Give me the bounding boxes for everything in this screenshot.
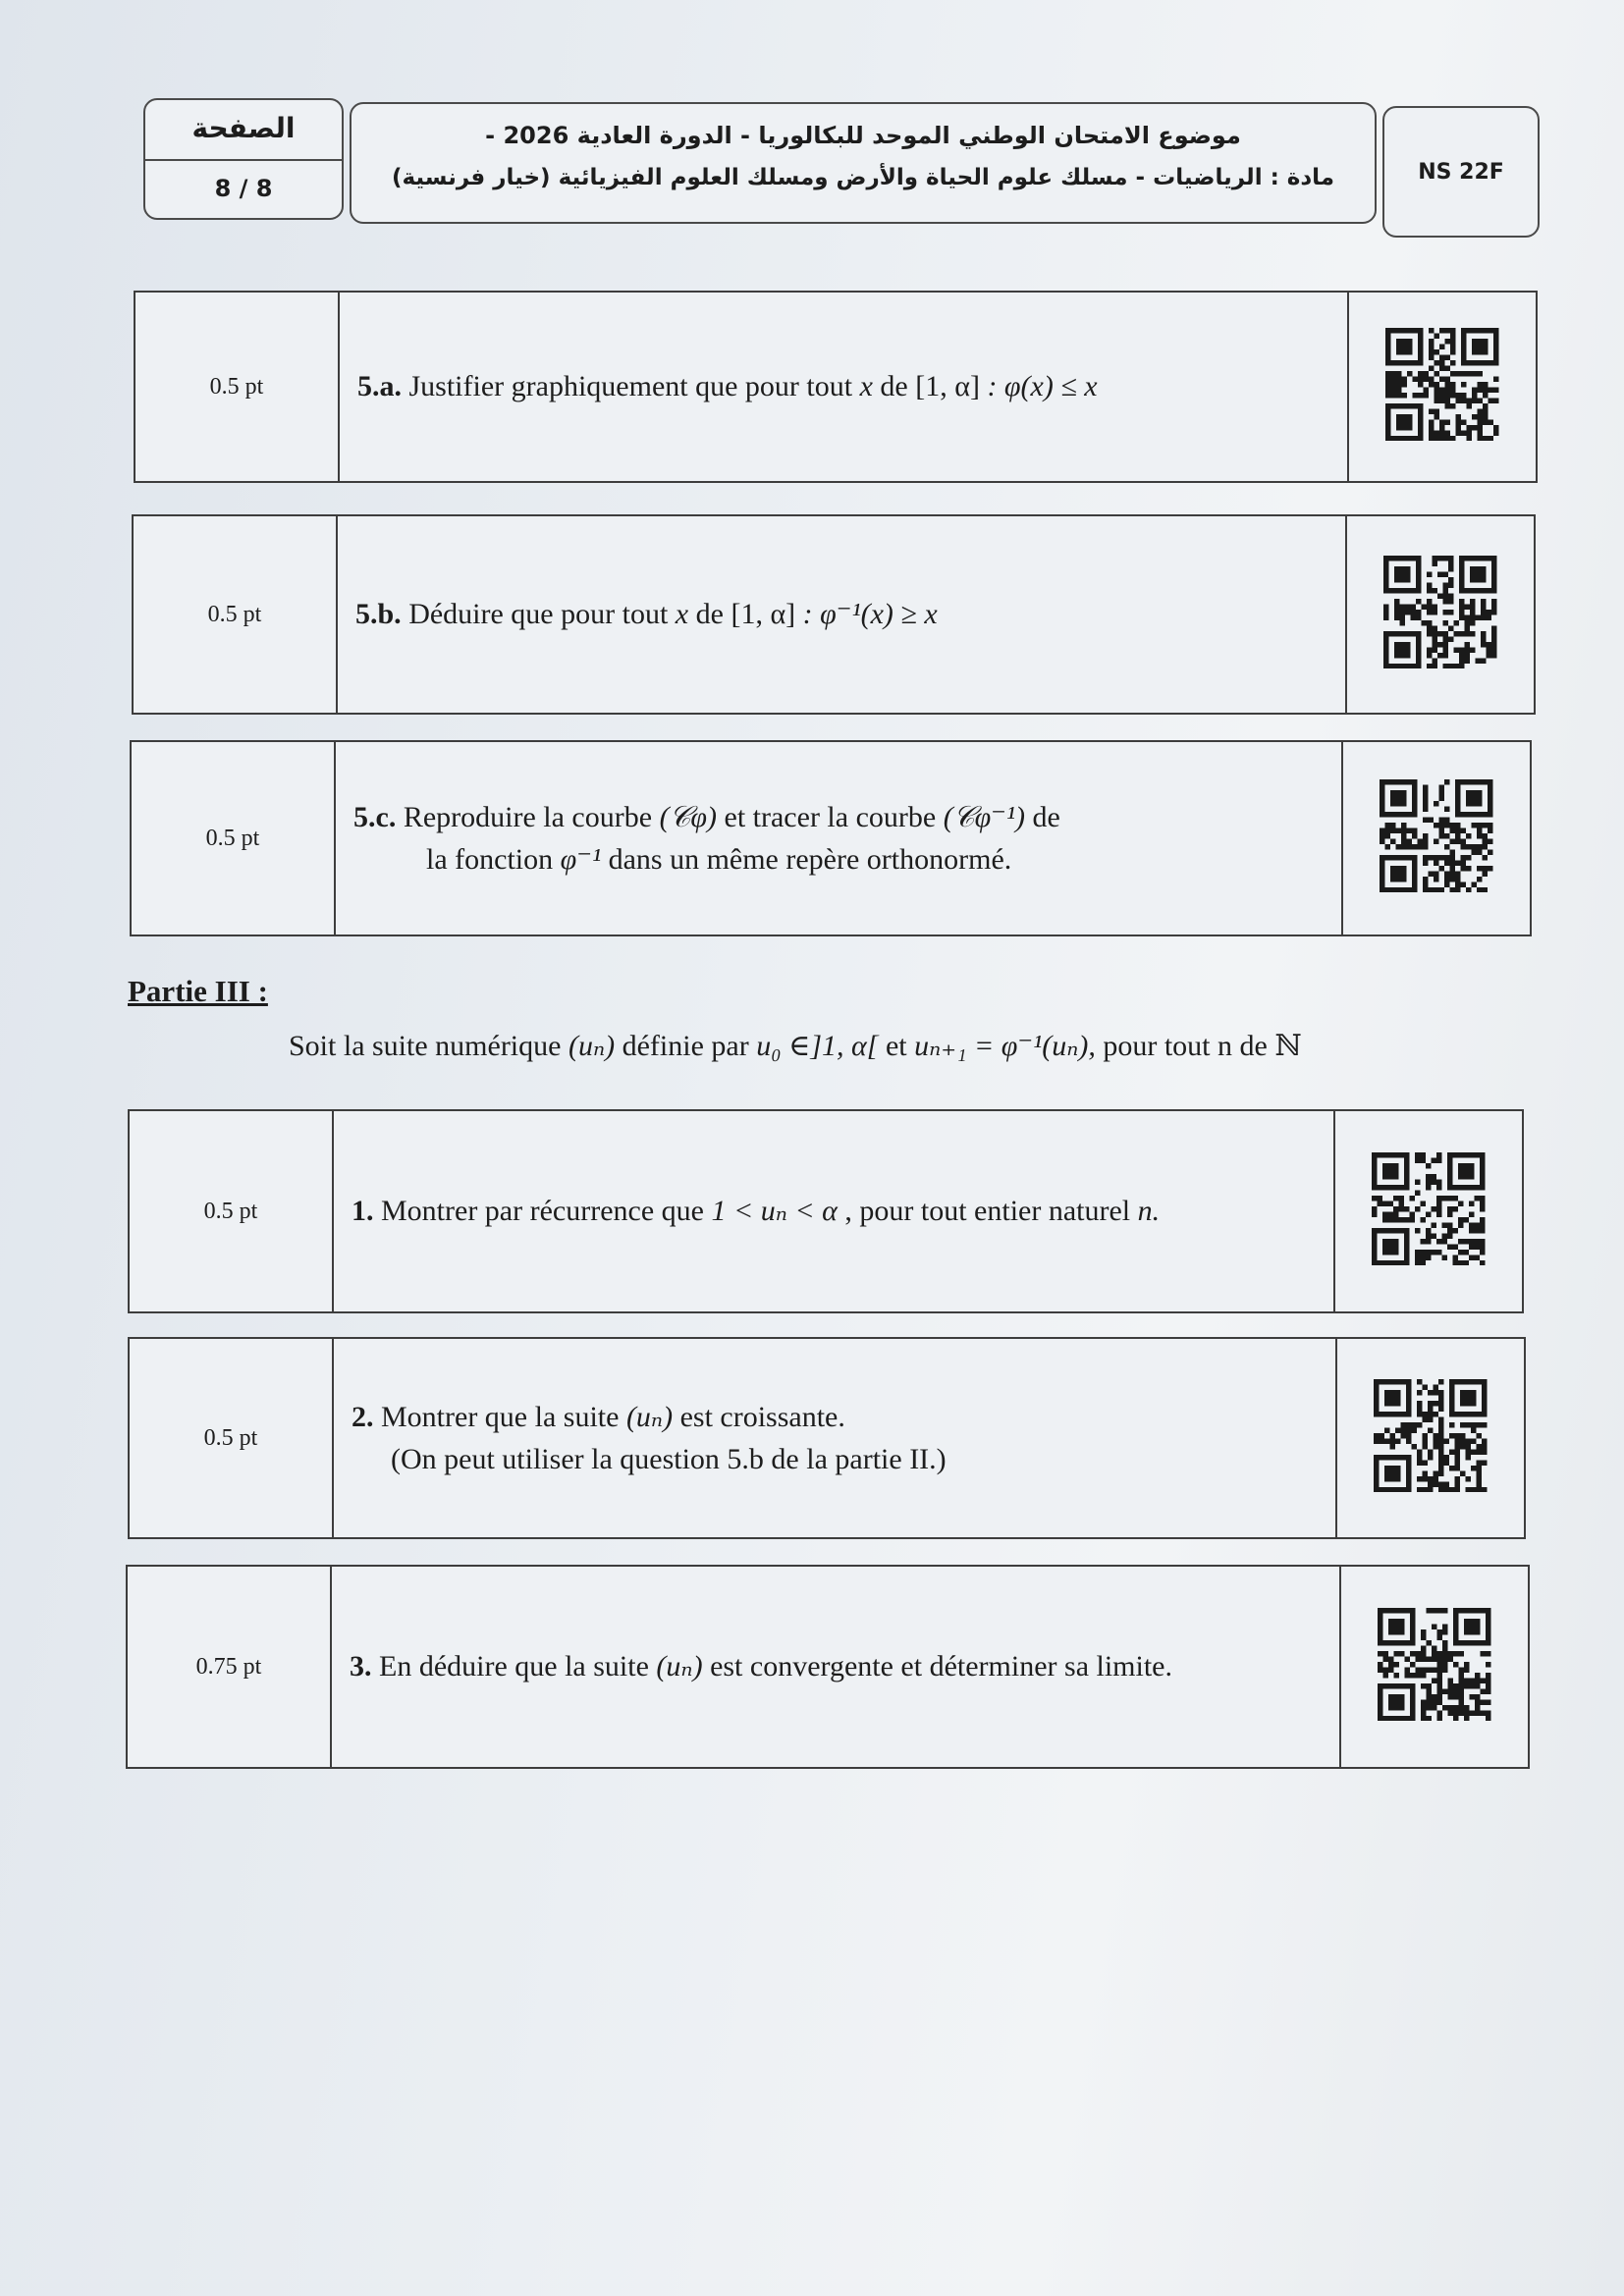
intro-text-b: définie par: [622, 1030, 749, 1062]
question-row-5c: [130, 740, 1532, 936]
math-initial-condition: u₀ ∈]1, α[: [756, 1030, 879, 1062]
math-phi-inverse: φ⁻¹: [560, 843, 602, 876]
qr-code-icon: [1380, 779, 1493, 898]
question-line2b: dans un même repère orthonormé.: [608, 843, 1012, 876]
qr-code-cell: [1341, 742, 1530, 934]
question-number: 1.: [352, 1195, 374, 1228]
qr-code-cell: [1345, 516, 1534, 713]
question-line2: la fonction: [426, 843, 554, 876]
qr-code-icon: [1374, 1379, 1488, 1498]
exam-code: NS 22F: [1382, 106, 1540, 238]
qr-code-cell: [1335, 1339, 1524, 1537]
points-cell: 0.5 pt: [132, 742, 336, 934]
intro-text-c: et: [885, 1030, 907, 1062]
question-row-5a: [134, 291, 1538, 483]
question-number: 2.: [352, 1400, 374, 1433]
question-statement-2: et tracer la courbe: [724, 800, 937, 833]
qr-code-icon: [1372, 1152, 1486, 1271]
qr-code-icon: [1378, 1608, 1491, 1727]
qr-code-icon: [1383, 556, 1497, 674]
points-cell: 0.5 pt: [130, 1339, 334, 1537]
question-statement: Justifier graphiquement que pour tout: [408, 370, 853, 403]
math-bounds: 1 < uₙ < α: [711, 1195, 838, 1228]
qr-code-cell: [1333, 1111, 1522, 1311]
question-text: [357, 293, 1343, 481]
qr-code-cell: [1339, 1567, 1528, 1767]
points-cell: 0.5 pt: [134, 516, 338, 713]
math-var: x: [859, 370, 873, 403]
question-statement: En déduire que la suite: [379, 1650, 649, 1683]
intro-text-a: Soit la suite numérique: [289, 1030, 562, 1062]
math-interval: [1, α]: [731, 598, 796, 631]
question-statement-3: de: [1032, 800, 1060, 833]
points-cell: 0.5 pt: [135, 293, 340, 481]
question-row-3: [126, 1565, 1530, 1769]
points-cell: 0.75 pt: [128, 1567, 332, 1767]
page-number: 8 / 8: [214, 175, 273, 202]
question-hint: (On peut utiliser la question 5.b de la partie II.): [391, 1443, 947, 1475]
question-number: 5.c.: [353, 800, 397, 833]
question-statement-2: , pour tout entier naturel: [844, 1195, 1131, 1228]
page-label: الصفحة: [145, 100, 342, 161]
question-statement-2: de: [880, 370, 908, 403]
question-statement-2: de: [695, 598, 724, 631]
question-row-1: [128, 1109, 1524, 1313]
math-var: x: [675, 598, 689, 631]
page-indicator-box: [143, 98, 344, 220]
question-statement: Montrer par récurrence que: [381, 1195, 704, 1228]
math-curve-phi: (𝒞φ): [659, 800, 718, 833]
question-number: 5.a.: [357, 370, 402, 403]
question-statement: Reproduire la courbe: [403, 800, 653, 833]
math-inequality: : φ(x) ≤ x: [987, 370, 1098, 403]
question-row-5b: [132, 514, 1536, 715]
points-cell: 0.5 pt: [130, 1111, 334, 1311]
question-text: [352, 1111, 1329, 1311]
math-sequence: (uₙ): [568, 1030, 616, 1062]
question-statement: Montrer que la suite: [381, 1400, 620, 1433]
sequence-definition: [289, 1029, 1302, 1063]
question-text: [355, 516, 1341, 713]
exam-title: موضوع الامتحان الوطني الموحد للبكالوريا - الدورة العادية 2026 -: [485, 122, 1241, 149]
math-recurrence: uₙ₊₁ = φ⁻¹(uₙ),: [914, 1030, 1096, 1062]
question-text: [350, 1567, 1335, 1767]
question-text: [352, 1339, 1331, 1537]
math-interval: [1, α]: [915, 370, 980, 403]
qr-code-cell: [1347, 293, 1536, 481]
question-text: [353, 742, 1337, 934]
math-var: n.: [1137, 1195, 1161, 1228]
question-statement: Déduire que pour tout: [408, 598, 669, 631]
exam-title-box: [350, 102, 1377, 224]
question-number: 3.: [350, 1650, 372, 1683]
math-sequence: (uₙ): [625, 1400, 674, 1433]
math-sequence: (uₙ): [656, 1650, 703, 1683]
question-number: 5.b.: [355, 598, 402, 631]
math-inequality: : φ⁻¹(x) ≥ x: [802, 598, 938, 631]
intro-text-d: pour tout n de ℕ: [1103, 1030, 1302, 1062]
question-statement-2: est convergente et déterminer sa limite.: [710, 1650, 1172, 1683]
question-statement-2: est croissante.: [679, 1400, 845, 1433]
section-title-partie-3: Partie III :: [128, 974, 268, 1008]
exam-subject: مادة : الرياضيات - مسلك علوم الحياة والأرض ومسلك العلوم الفيزيائية (خيار فرنسية): [391, 165, 1335, 190]
qr-code-icon: [1385, 328, 1499, 447]
math-curve-phi-inverse: (𝒞φ⁻¹): [943, 800, 1025, 833]
question-row-2: [128, 1337, 1526, 1539]
